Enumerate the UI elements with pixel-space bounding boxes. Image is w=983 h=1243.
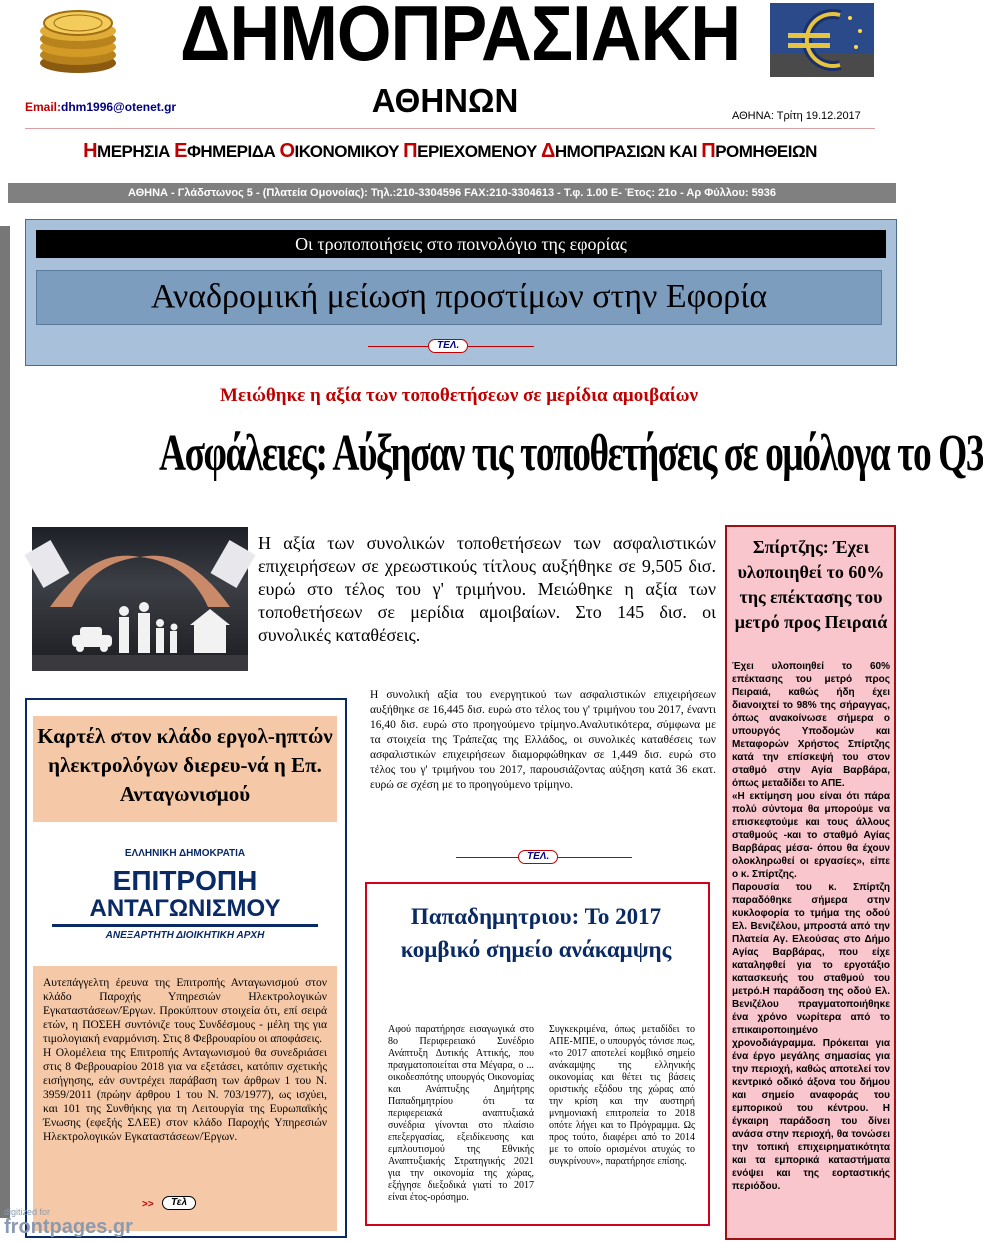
tagline-initial: Δ — [541, 140, 555, 162]
right-story-body — [732, 660, 890, 1193]
insurance-hands-family-photo — [32, 527, 248, 671]
right-story-headline[interactable]: Σπίρτζης: Έχει υλοποιηθεί το 60% της επέκτασης του μετρό προς Πειραιά — [734, 537, 888, 632]
tagline-word: ΦΗΜΕΡΙΔΑ — [186, 142, 280, 161]
info-bar: ΑΘΗΝΑ - Γλάδστωνος 5 - (Πλατεία Ομονοίας): Τηλ.:210-3304596 FAX:210-3304613 - Τ.φ. 1.00 Ε- Έτος: 21ο - Αρ Φύλλου: 5936 — [8, 183, 896, 203]
main-story-lead: Η αξία των συνολικών τοποθετήσεων των ασφαλιστικών επιχειρήσεων σε χρεωστικούς τίτλους αυξήθηκε σε 9,505 δισ. ευρώ στο τέλος του γ' τριμήνου. Μειώθηκε η αξία των τοποθετήσεων σε μερίδια αμοιβαίων. Στο 145 δισ. οι συνολικές καταθέσεις. — [258, 533, 716, 645]
tagline-initial: Ο — [279, 140, 295, 162]
middle-story-column-1: Αφού παρατήρησε εισαγωγικά στο 8ο Περιφερειακό Συνέδριο Ανάπτυξη Δυτικής Αττικής, που πραγματοποιείται στα Μέγαρα, ο ... οικοδεσπότης υπουργός Οικονομίας και Ανάπτυξης Δημήτρης Παπαδημητρίου ότι τα περιφερειακά αναπτυξιακά συνέδρια γίνονται στο πλαίσιο επεξεργασίας, εξειδίκευσης και εμπλουτισμού της Εθνικής Αναπτυξιακής Στρατηγικής 2021 για την οικονομία της χώρας, εξήγησε διεξοδικά γιατί το 2017 είναι έτος-ορόσημο. — [388, 1024, 534, 1203]
tagline-word: ΗΜΟΠΡΑΣΙΩΝ ΚΑΙ — [554, 142, 702, 161]
logo-underline — [52, 924, 318, 927]
masthead-city: ΑΘΗΝΩΝ — [371, 82, 519, 119]
middle-story-column-2: Συγκεκριμένα, όπως μεταδίδει το ΑΠΕ-ΜΠΕ, ο υπουργός τόνισε πως, «το 2017 αποτελεί κομβικό σημείο ανάκαμψης της ελληνικής οικονομίας και θέτει τις βάσεις οριστικής εξόδου της χώρας από την κρίση και την αυστηρή μνημονιακή επιτροπεία το 2018 οπότε λήγει και το Πρόγραμμα. Ως προς τούτο, διαφέρει από το 2014 με το οποίο ορισμένοι ατυχώς το συγκρίνουν», παρατήρησε επίσης. — [549, 1024, 695, 1167]
tagline — [0, 140, 900, 163]
left-story-body — [33, 966, 337, 1231]
main-story-end-marker: ΤΕΛ. — [518, 850, 558, 864]
frontpages-watermark — [4, 1208, 133, 1237]
main-story-headline[interactable]: Ασφάλειες: Αύξησαν τις τοποθετήσεις σε ομόλογα το Q3 — [159, 425, 983, 482]
tagline-word: ΙΚΟΝΟΜΙΚΟΥ — [294, 142, 404, 161]
right-story-paragraph: Έχει υλοποιηθεί το 60% επέκτασης του μετρό προς Πειραιά, καθώς ήδη έχει διανοιχτεί το 98% της σήραγγας, όπως ανακοίνωσε σήμερα ο υπουργός Υποδομών και Μεταφορών Χρήστος Σπίρτζης κατά την επίσκεψή του στον σταθμό στην Αγία Βαρβάρα, όπως μεταδίδει το ΑΠΕ. — [732, 661, 890, 789]
top-story-headline[interactable]: Αναδρομική μείωση προστίμων στην Εφορία — [36, 270, 882, 325]
middle-story-headline[interactable]: Παπαδημητριου: Το 2017 κομβικό σημείο ανάκαμψης — [400, 904, 672, 962]
main-story-kicker: Μειώθηκε η αξία των τοποθετήσεων σε μερίδια αμοιβαίων — [220, 385, 698, 406]
gold-coins-image — [33, 3, 123, 75]
left-story-paragraph: Η Ολομέλεια της Επιτροπής Ανταγωνισμού θα συνεδριάσει στις 8 Φεβρουαρίου 2018 για να εξετάσει, κατόπιν σχετικής εισήγησης, εάν συντρέχει παράβαση των άρθρων 1 του Ν. 3959/2011 (πρώην άρθρου 1 του Ν. 703/1977), ως ισχύει, και 101 της Συνθήκης για τη Λειτουργία της Ευρωπαϊκής Ένωσης (εφεξής ΣΛΕΕ) στον κλάδο Παροχής Υπηρεσιών Ηλεκτρολογικών Εγκαταστάσεων/Έργων. — [43, 1047, 327, 1143]
euro-sign-image — [770, 3, 874, 77]
issue-date: ΑΘΗΝΑ: Τρίτη 19.12.2017 — [732, 110, 861, 122]
right-story-paragraph: «Η εκτίμηση μου είναι ότι πάρα πολύ σύντομα θα μπορούμε να επισκεφτούμε και τους άλλους σταθμούς -και το σταθμό Αγίας Βαρβάρας μέσα- όπου θα έχουν ολοκληρωθεί οι εργασίες», είπε ο κ. Σπίρτζης. — [732, 791, 890, 880]
email-contact — [25, 100, 176, 114]
logo-line-2: ΑΝΤΑΓΩΝΙΣΜΟΥ — [89, 895, 281, 922]
left-margin-bar — [0, 226, 10, 1218]
tagline-word: ΡΟΜΗΘΕΙΩΝ — [715, 142, 817, 161]
tagline-word: ΜΕΡΗΣΙΑ — [97, 142, 175, 161]
tagline-initial: Π — [403, 140, 418, 162]
logo-bottom-text: ΑΝΕΞΑΡΤΗΤΗ ΔΙΟΙΚΗΤΙΚΗ ΑΡΧΗ — [105, 930, 265, 941]
top-story-kicker: Οι τροποποιήσεις στο ποινολόγιο της εφορίας — [36, 230, 886, 258]
right-story-paragraph: Παρουσία του κ. Σπίρτζη παραδόθηκε σήμερα στην κυκλοφορία το τμήμα της οδού Ελ. Βενιζέλου, μπροστά από την Πλατεία Αγ. Ελεούσας στο Δήμο Αγίας Βαρβάρας, που είχε καταληφθεί για το εργοτάξιο κατασκευής του σταθμού του μετρό.Η παράδοση της οδού Ελ. Βενιζέλου πραγματοποιήθηκε ένα χρόνο νωρίτερα από το επικαιροποιημένο χρονοδιάγραμμα. Πρόκειται για ένα έργο μεγάλης σημασίας για την περιοχή, καθώς αποτελεί τον κεντρικό οδικό άξονα του δήμου και σημείο αναφοράς του εμπορικού του κέντρου. Η έγκαιρη παράδοση του δίνει ανάσα στην περιοχή, θα τονώσει την τοπική επιχειρηματικότητα και τα εμπορικά καταστήματα ενόψει και της εορταστικής περιόδου. — [732, 882, 890, 1192]
main-story-body: Η συνολική αξία του ενεργητικού των ασφαλιστικών επιχειρήσεων αυξήθηκε σε 16,445 δισ. ευρώ στο τέλος του γ' τριμήνου του 2017, έναντι 16,40 δισ. ευρώ στο προηγούμενο τρίμηνο.Αναλυτικότερα, σύμφωνα με τα στοιχεία της Τράπεζας της Ελλάδος, οι συνολικές καταθέσεις των ασφαλιστικών επιχειρήσεων διαμορφώθηκαν σε 1,449 δισ. ευρώ στο τέλος του γ' τριμήνου του 2017, παρουσιάζοντας αύξηση κατά 36 εκατ. ευρώ σε σχέση με το προηγούμενο τρίμηνο. — [370, 689, 716, 791]
top-story-end-marker: ΤΕΛ. — [428, 339, 468, 353]
competition-commission-logo — [40, 832, 330, 958]
tagline-initial: Ε — [174, 140, 187, 162]
tagline-word: ΕΡΙΕΧΟΜΕΝΟΥ — [417, 142, 541, 161]
header-divider — [25, 128, 875, 129]
tagline-initial: Η — [83, 140, 98, 162]
watermark-small: digitized for — [4, 1207, 51, 1217]
more-arrow: >> — [142, 1199, 154, 1210]
left-story-paragraph: Αυτεπάγγελτη έρευνα της Επιτροπής Ανταγωνισμού στον κλάδο Παροχής Υπηρεσιών Ηλεκτρολογικών Εγκαταστάσεων/Έργων. Προκύπτουν στοιχεία ότι, επί σειρά ετών, η ΠΟΣΕΗ συντόνιζε τους Συνδέσμους - μέλη της για τιμολογιακή εναρμόνιση. Στις 8 Φεβρουαρίου οι αποφάσεις. — [43, 977, 327, 1045]
logo-top-text: ΕΛΛΗΝΙΚΗ ΔΗΜΟΚΡΑΤΙΑ — [124, 848, 246, 859]
email-address[interactable]: dhm1996@otenet.gr — [61, 100, 177, 114]
masthead-title: ΔΗΜΟΠΡΑΣΙΑΚΗ — [180, 0, 741, 77]
logo-line-1: ΕΠΙΤΡΟΠΗ — [112, 865, 258, 896]
email-label: Email: — [25, 100, 62, 114]
left-story-headline[interactable]: Καρτέλ στον κλάδο εργολ-ηπτών ηλεκτρολόγων διερευ-νά η Επ. Ανταγωνισμού — [33, 716, 337, 822]
watermark-large: frontpages.gr — [4, 1216, 133, 1238]
left-story-end-marker: Τελ — [162, 1196, 196, 1210]
tagline-initial: Π — [701, 140, 716, 162]
